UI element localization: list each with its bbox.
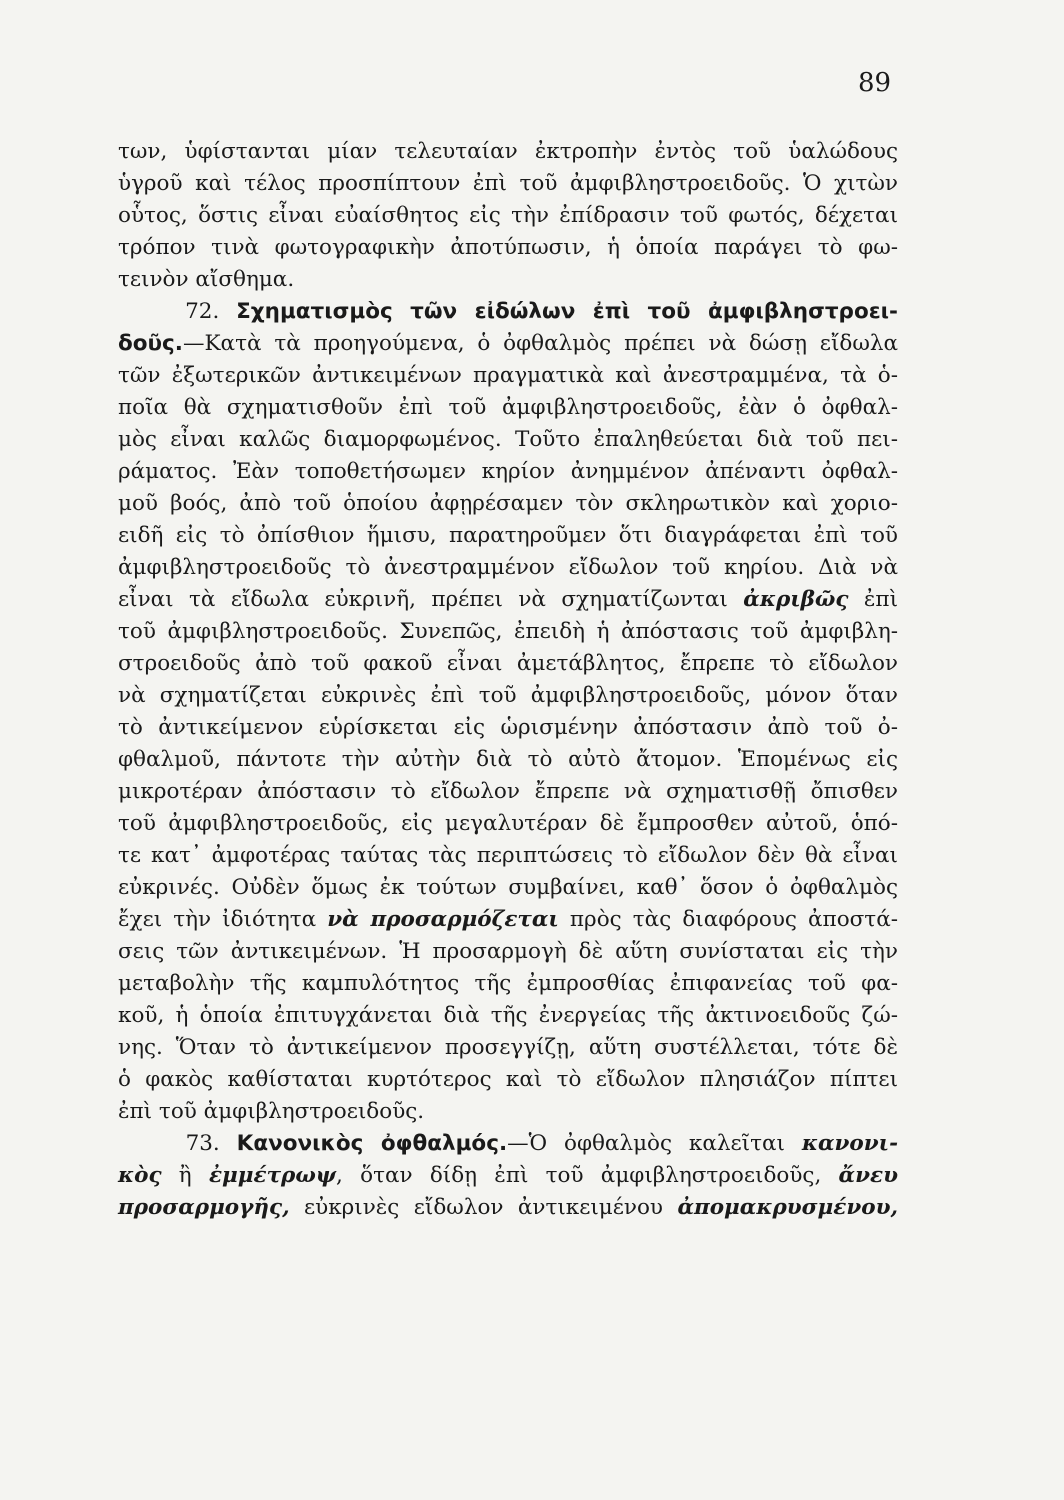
text-line <box>118 296 898 328</box>
text-line <box>118 232 898 264</box>
text-line <box>118 360 898 392</box>
text-segment: μοῦ βοός, ἀπὸ τοῦ ὁποίου ἀφῃρέσαμεν τὸν σκληρωτικὸν καὶ χοριο- <box>118 491 898 516</box>
emphasized-text: Σχηματισμὸς τῶν εἰδώλων ἐπὶ τοῦ ἀμφιβληστροει- <box>236 299 898 324</box>
text-segment: νης. Ὅταν τὸ ἀντικείμενον προσεγγίζῃ, αὕτη συστέλλεται, τότε δὲ <box>118 1035 898 1060</box>
text-line <box>118 520 898 552</box>
text-line <box>118 168 898 200</box>
emphasized-text: κανονι- <box>801 1131 898 1156</box>
text-segment: οὗτος, ὅστις εἶναι εὐαίσθητος εἰς τὴν ἐπίδρασιν τοῦ φωτός, δέχεται <box>118 203 898 228</box>
text-line <box>118 1064 898 1096</box>
text-segment: σεις τῶν ἀντικειμένων. Ἡ προσαρμογὴ δὲ αὕτη συνίσταται εἰς τὴν <box>118 939 898 964</box>
text-segment: ποῖα θὰ σχηματισθοῦν ἐπὶ τοῦ ἀμφιβληστροειδοῦς, ἐὰν ὁ ὀφθαλ- <box>118 395 898 420</box>
text-segment: των, ὑφίστανται μίαν τελευταίαν ἐκτροπὴν ἐντὸς τοῦ ὑαλώδους <box>118 139 898 164</box>
text-line <box>118 392 898 424</box>
emphasized-text: κὸς <box>118 1163 162 1188</box>
text-segment: εὐκρινὲς εἴδωλον ἀντικειμένου <box>289 1195 678 1220</box>
text-segment: ὁ φακὸς καθίσταται κυρτότερος καὶ τὸ εἴδωλον πλησιάζον πίπτει <box>118 1067 898 1092</box>
text-segment: τοῦ ἀμφιβληστροειδοῦς, εἰς μεγαλυτέραν δὲ ἔμπροσθεν αὐτοῦ, ὁπό- <box>118 811 898 836</box>
text-segment: ἐπὶ <box>848 587 898 612</box>
body-text <box>118 136 898 1224</box>
text-segment: ἔχει τὴν ἰδιότητα <box>118 907 328 932</box>
emphasized-text: προσαρμογῆς, <box>118 1195 290 1220</box>
text-segment: εὐκρινές. Οὐδὲν ὅμως ἐκ τούτων συμβαίνει, καθ᾽ ὅσον ὁ ὀφθαλμὸς <box>118 875 898 900</box>
text-line <box>118 968 898 1000</box>
text-line <box>118 936 898 968</box>
text-segment: φθαλμοῦ, πάντοτε τὴν αὐτὴν διὰ τὸ αὐτὸ ἄτομον. Ἑπομένως εἰς <box>118 747 898 772</box>
text-segment: 73. <box>118 1131 237 1156</box>
text-line <box>118 136 898 168</box>
text-segment: μὸς εἶναι καλῶς διαμορφωμένος. Τοῦτο ἐπαληθεύεται διὰ τοῦ πει- <box>118 427 898 452</box>
text-segment: εἶναι τὰ εἴδωλα εὐκρινῆ, πρέπει νὰ σχηματίζωνται <box>118 587 744 612</box>
text-line <box>118 872 898 904</box>
text-line <box>118 264 898 296</box>
text-segment: τε κατ᾽ ἀμφοτέρας ταύτας τὰς περιπτώσεις τὸ εἴδωλον δὲν θὰ εἶναι <box>118 843 898 868</box>
emphasized-text: Κανονικὸς ὀφθαλμός. <box>236 1131 508 1156</box>
text-segment: μικροτέραν ἀπόστασιν τὸ εἴδωλον ἔπρεπε νὰ σχηματισθῇ ὄπισθεν <box>118 779 898 804</box>
text-line <box>118 456 898 488</box>
emphasized-text: ἄνευ <box>838 1163 898 1188</box>
text-segment: , ὅταν δίδῃ ἐπὶ τοῦ ἀμφιβληστροειδοῦς, <box>336 1163 839 1188</box>
text-line <box>118 712 898 744</box>
emphasized-text: νὰ προσαρμόζεται <box>327 907 559 932</box>
emphasized-text: δοῦς. <box>118 331 183 356</box>
text-line <box>118 200 898 232</box>
text-segment: ειδῆ εἰς τὸ ὀπίσθιον ἥμισυ, παρατηροῦμεν ὅτι διαγράφεται ἐπὶ τοῦ <box>118 523 898 548</box>
text-line <box>118 328 898 360</box>
text-segment: ὑγροῦ καὶ τέλος προσπίπτουν ἐπὶ τοῦ ἀμφιβληστροειδοῦς. Ὁ χιτὼν <box>118 171 898 196</box>
text-segment: τρόπον τινὰ φωτογραφικὴν ἀποτύπωσιν, ἡ ὁποία παράγει τὸ φω- <box>118 235 898 260</box>
text-segment: κοῦ, ἡ ὁποία ἐπιτυγχάνεται διὰ τῆς ἐνεργείας τῆς ἀκτινοειδοῦς ζώ- <box>118 1003 898 1028</box>
text-line <box>118 1032 898 1064</box>
text-line <box>118 1128 898 1160</box>
text-segment: τῶν ἐξωτερικῶν ἀντικειμένων πραγματικὰ καὶ ἀνεστραμμένα, τὰ ὁ- <box>118 363 898 388</box>
text-segment: ράματος. Ἐὰν τοποθετήσωμεν κηρίον ἀνημμένον ἀπέναντι ὀφθαλ- <box>118 459 898 484</box>
emphasized-text: ἐμμέτρωψ <box>208 1163 337 1188</box>
text-line <box>118 1192 898 1224</box>
text-line <box>118 808 898 840</box>
text-segment: νὰ σχηματίζεται εὐκρινὲς ἐπὶ τοῦ ἀμφιβληστροειδοῦς, μόνον ὅταν <box>118 683 898 708</box>
text-segment: στροειδοῦς ἀπὸ τοῦ φακοῦ εἶναι ἀμετάβλητος, ἔπρεπε τὸ εἴδωλον <box>118 651 898 676</box>
text-segment: ἐπὶ τοῦ ἀμφιβληστροειδοῦς. <box>118 1099 425 1124</box>
text-line <box>118 584 898 616</box>
text-segment: τὸ ἀντικείμενον εὑρίσκεται εἰς ὡρισμένην ἀπόστασιν ἀπὸ τοῦ ὀ- <box>118 715 898 740</box>
text-line <box>118 424 898 456</box>
text-segment: μεταβολὴν τῆς καμπυλότητος τῆς ἐμπροσθίας ἐπιφανείας τοῦ φα- <box>118 971 898 996</box>
text-segment: τοῦ ἀμφιβληστροειδοῦς. Συνεπῶς, ἐπειδὴ ἡ ἀπόστασις τοῦ ἀμφιβλη- <box>118 619 898 644</box>
text-line <box>118 616 898 648</box>
text-line <box>118 1160 898 1192</box>
text-line <box>118 904 898 936</box>
text-segment: ἢ <box>161 1163 209 1188</box>
text-line <box>118 488 898 520</box>
text-line <box>118 1096 898 1128</box>
text-segment: ἀμφιβληστροειδοῦς τὸ ἀνεστραμμένον εἴδωλον τοῦ κηρίου. Διὰ νὰ <box>118 555 898 580</box>
text-line <box>118 840 898 872</box>
page-number: 89 <box>858 68 892 98</box>
text-segment: τεινὸν αἴσθημα. <box>118 267 295 292</box>
text-line <box>118 680 898 712</box>
emphasized-text: ἀπομακρυσμένου, <box>677 1195 898 1220</box>
text-line <box>118 552 898 584</box>
text-line <box>118 744 898 776</box>
text-line <box>118 776 898 808</box>
text-line <box>118 1000 898 1032</box>
text-segment: πρὸς τὰς διαφόρους ἀποστά- <box>558 907 898 932</box>
text-segment: —Ὁ ὀφθαλμὸς καλεῖται <box>507 1131 802 1156</box>
emphasized-text: ἀκριβῶς <box>743 587 849 612</box>
text-segment: —Κατὰ τὰ προηγούμενα, ὁ ὀφθαλμὸς πρέπει νὰ δώσῃ εἴδωλα <box>182 331 898 356</box>
text-segment: 72. <box>118 299 237 324</box>
text-line <box>118 648 898 680</box>
